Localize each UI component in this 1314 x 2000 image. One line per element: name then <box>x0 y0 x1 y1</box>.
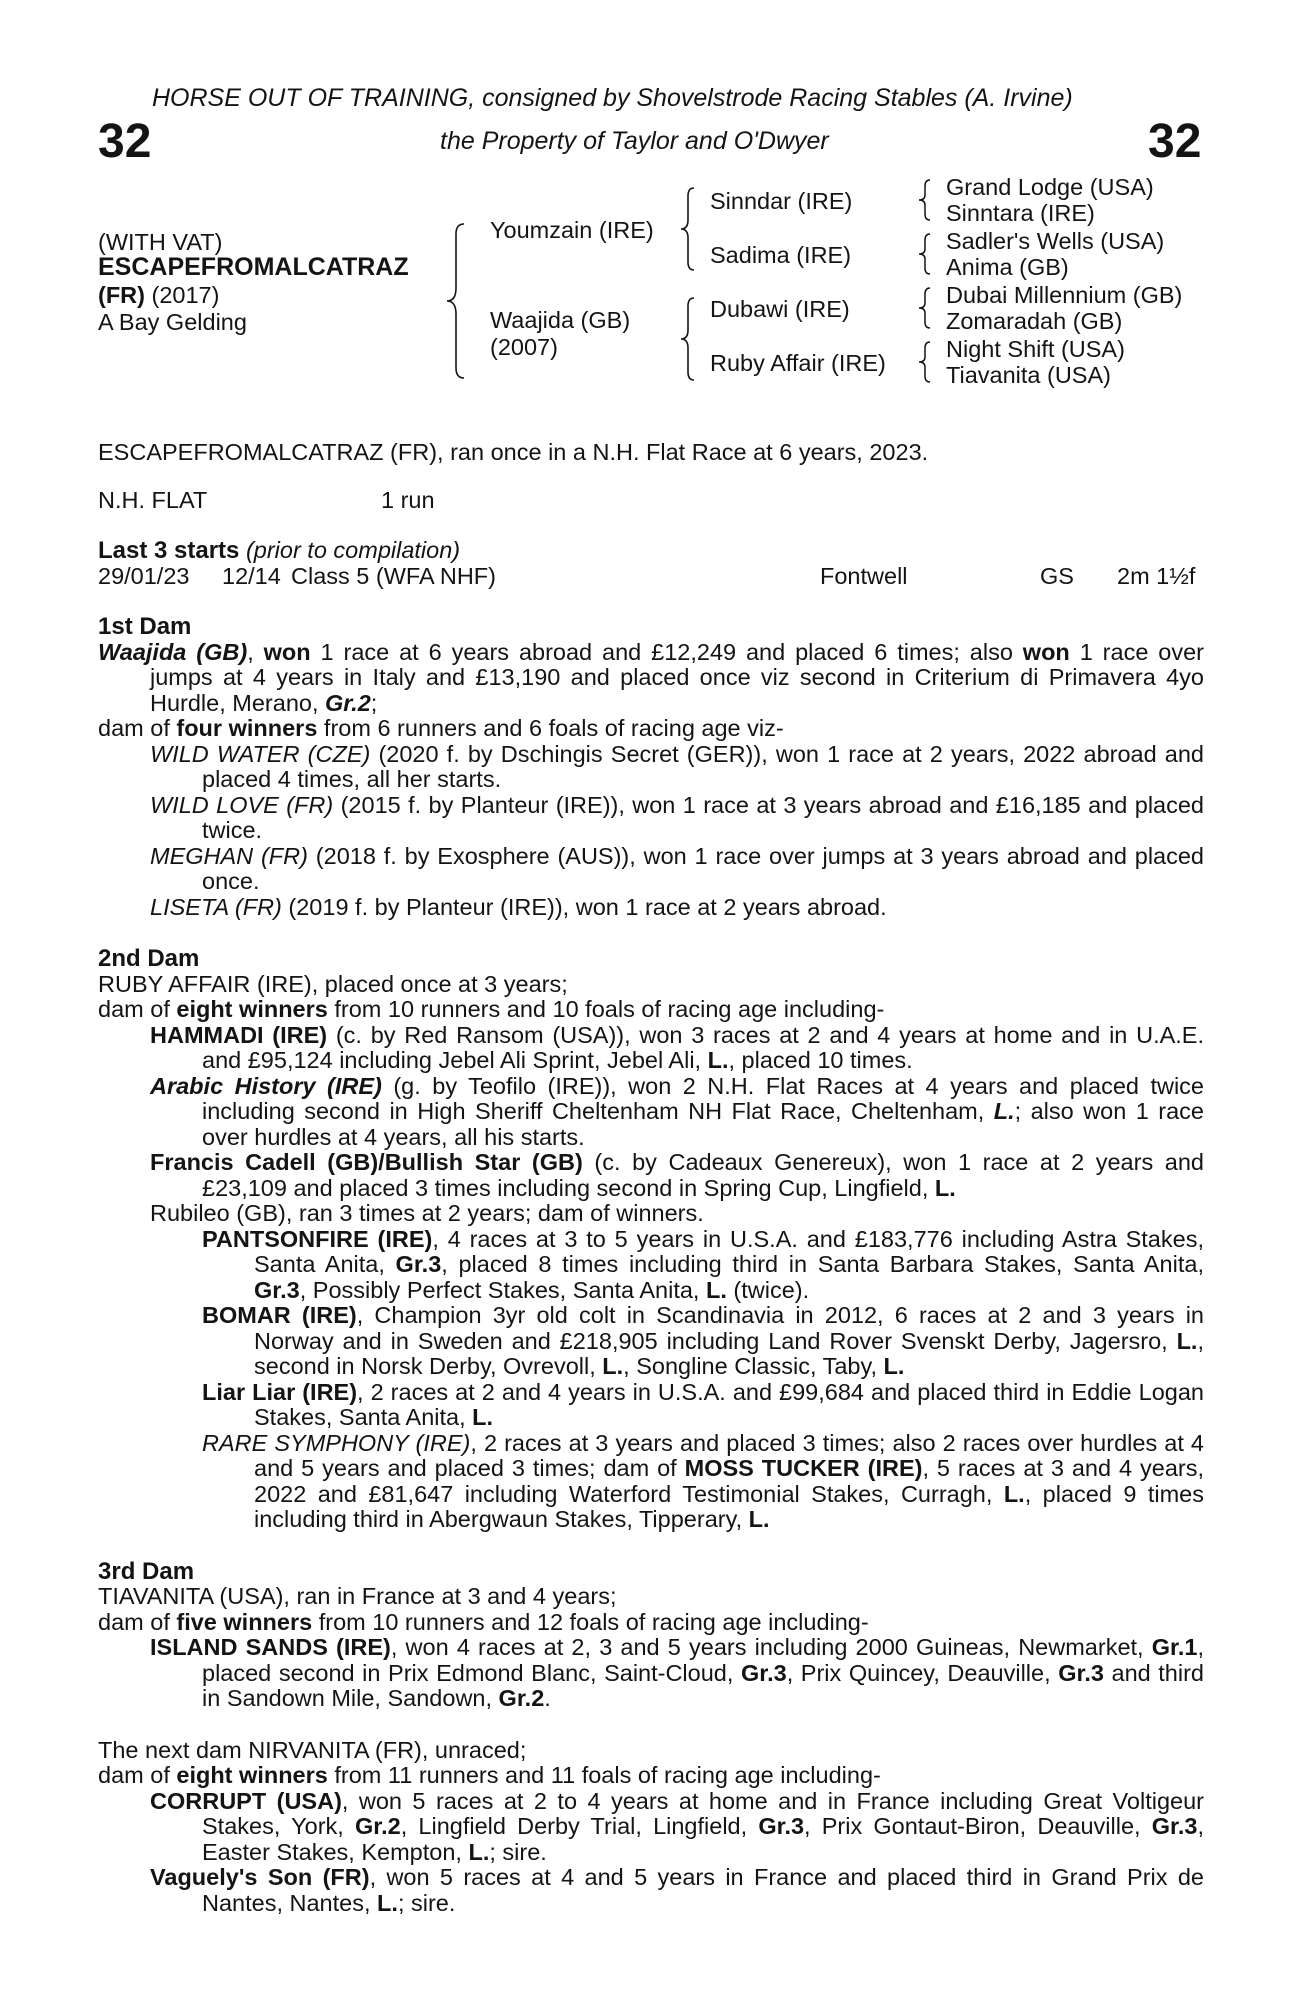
grade-badge: Gr.2 <box>354 1813 401 1839</box>
grade-badge: Gr.1 <box>1151 1634 1198 1660</box>
grade-badge: Gr.3 <box>395 1251 442 1277</box>
second-dam-produce-line <box>98 997 1204 1023</box>
record-type: N.H. FLAT <box>98 487 208 513</box>
winners-count: eight winners <box>176 996 328 1022</box>
progeny-name: LISETA (FR) <box>150 893 282 920</box>
text: dam of <box>98 996 177 1022</box>
dam-year: (2007) <box>490 334 558 360</box>
text: , Possibly Perfect Stakes, Santa Anita, <box>299 1276 706 1303</box>
grade-badge: Gr.2 <box>498 1685 545 1711</box>
horse-year: (2017) <box>151 282 220 308</box>
listed-badge: L. <box>705 1276 727 1303</box>
sire-sire: Sinndar (IRE) <box>710 188 853 214</box>
vat-note: (WITH VAT) <box>98 229 223 255</box>
first-dam-heading: 1st Dam <box>98 613 192 640</box>
start-course: Fontwell <box>820 563 908 589</box>
text: , won 5 races at 2 to 4 years at home and in France including Great Voltigeur Stakes, York, <box>202 1787 1204 1839</box>
property-line: the Property of Taylor and O'Dwyer <box>440 127 829 155</box>
consignor-line: HORSE OUT OF TRAINING, consigned by Shovelstrode Racing Stables (A. Irvine) <box>152 84 1073 112</box>
third-dam-produce-line <box>98 1610 1204 1636</box>
text: , 2 races at 3 years and placed 3 times; also 2 races over hurdles at 4 and 5 years and placed 3 times; dam of <box>254 1429 1205 1481</box>
spacer <box>98 1712 1204 1738</box>
text: (twice). <box>726 1276 810 1303</box>
progeny-item <box>150 1023 1204 1074</box>
text: from 10 runners and 12 foals of racing age including- <box>312 1608 869 1635</box>
progeny-name: Liar Liar (IRE) <box>202 1378 358 1405</box>
progeny-name: Francis Cadell (GB)/Bullish Star (GB) <box>150 1149 583 1175</box>
progeny-item: Rubileo (GB), ran 3 times at 2 years; dam of winners. <box>150 1200 704 1226</box>
progeny-item <box>202 1431 1204 1533</box>
progeny-name: MOSS TUCKER (IRE) <box>684 1455 923 1481</box>
progeny-item <box>150 1074 1204 1151</box>
lot-number-left: 32 <box>98 115 152 168</box>
text: 1 race at 6 years abroad and £12,249 and placed 6 times; also <box>310 638 1023 665</box>
text: (c. by Red Ransom (USA)), won 3 races at 2 and 4 years at home and in U.A.E. and £95,124 including Jebel Ali Sprint, Jebel Ali, <box>202 1021 1204 1073</box>
text: ; sire. <box>397 1889 456 1916</box>
text: dam of <box>98 715 177 741</box>
progeny-item <box>150 793 1204 844</box>
horse-name: ESCAPEFROMALCATRAZ <box>98 253 409 281</box>
progeny-name: HAMMADI (IRE) <box>150 1021 328 1048</box>
listed-badge: L. <box>1176 1327 1198 1354</box>
dam-sire: Dubawi (IRE) <box>710 296 850 322</box>
start-going: GS <box>1040 563 1074 589</box>
horse-origin-year <box>98 282 219 309</box>
progeny-item <box>150 844 1204 895</box>
text: , Songline Classic, Taby, <box>623 1353 884 1379</box>
third-dam-heading: 3rd Dam <box>98 1557 195 1585</box>
text: , 4 races at 3 to 5 years in U.S.A. and £183,776 including Astra Stakes, Santa Anita, <box>254 1225 1204 1277</box>
progeny-name: WILD LOVE (FR) <box>150 791 334 818</box>
dam-dam: Ruby Affair (IRE) <box>710 350 886 376</box>
text: and third in Sandown Mile, Sandown, <box>202 1659 1204 1711</box>
text: , 2 races at 2 and 4 years in U.S.A. and £99,684 and placed third in Eddie Logan Stakes, Santa Anita, <box>254 1378 1204 1430</box>
winners-count: four winners <box>176 715 318 741</box>
grade-badge: Gr.3 <box>1058 1659 1104 1686</box>
grade-badge: Gr.3 <box>758 1813 805 1839</box>
progeny-name: CORRUPT (USA) <box>150 1787 342 1814</box>
sire-brace <box>678 186 698 272</box>
horse-description: A Bay Gelding <box>98 309 247 335</box>
start-distance: 2m 1½f <box>1117 563 1196 589</box>
sire: Youmzain (IRE) <box>490 217 654 243</box>
text: (2020 f. by Dschingis Secret (GER)), won 1 race at 2 years, 2022 abroad and placed 4 times, all her starts. <box>202 740 1204 792</box>
text: from 6 runners and 6 foals of racing age viz- <box>317 715 784 741</box>
listed-badge: L. <box>707 1047 729 1073</box>
progeny-item <box>150 1635 1204 1712</box>
text: from 11 runners and 11 foals of racing age including- <box>327 1762 881 1788</box>
spacer <box>98 1533 1204 1559</box>
grade-badge: Gr.3 <box>740 1659 787 1686</box>
grade-badge: Gr.3 <box>1151 1813 1198 1839</box>
gen4-5: Dubai Millennium (GB) <box>946 282 1183 308</box>
start-class: Class 5 (WFA NHF) <box>291 563 496 589</box>
text: , Champion 3yr old colt in Scandinavia in 2012, 6 races at 2 and 3 years in Norway and in Sweden and £218,905 including Land Rover Svenskt Derby, Jagersro, <box>254 1302 1205 1354</box>
gen4-1: Grand Lodge (USA) <box>946 174 1154 200</box>
text: , placed 9 times including third in Abergwaun Stakes, Tipperary, <box>254 1480 1204 1532</box>
last-starts-note: (prior to compilation) <box>245 537 461 563</box>
next-dam-line: The next dam NIRVANITA (FR), unraced; <box>98 1736 527 1763</box>
second-dam-heading: 2nd Dam <box>98 945 200 972</box>
progeny-name: WILD WATER (CZE) <box>150 740 371 767</box>
text: from 10 runners and 10 foals of racing age including- <box>327 996 885 1022</box>
listed-badge: L. <box>883 1353 905 1379</box>
listed-badge: L. <box>468 1838 490 1865</box>
text: dam of <box>98 1762 177 1788</box>
last-starts-title <box>98 537 460 565</box>
listed-badge: L. <box>934 1174 956 1201</box>
progeny-item <box>150 742 1204 793</box>
won-emphasis: won <box>263 638 311 665</box>
progeny-item <box>150 1150 1204 1201</box>
won-emphasis: won <box>1022 638 1070 665</box>
catalogue-body <box>98 614 1204 1916</box>
horse-origin: (FR) <box>98 282 145 308</box>
gen4-8: Tiavanita (USA) <box>946 362 1111 388</box>
text: (c. by Cadeaux Genereux), won 1 race at 2 years and £23,109 and placed 3 times including second in Spring Cup, Lingfield, <box>202 1149 1204 1201</box>
text: 1 race over jumps at 4 years in Italy and £13,190 and placed once viz second in Criterium di Primavera 4yo Hurdle, Merano, <box>150 638 1204 716</box>
progeny-item <box>150 1789 1204 1866</box>
gen4-2: Sinntara (IRE) <box>946 200 1095 226</box>
gen4-3: Sadler's Wells (USA) <box>946 228 1165 254</box>
text: (g. by Teofilo (IRE)), won 2 N.H. Flat Races at 4 years and placed twice including second in High Sheriff Cheltenham NH Flat Race, Cheltenham, <box>202 1072 1204 1124</box>
start-date: 29/01/23 <box>98 563 190 589</box>
text: , placed 8 times including third in Santa Barbara Stakes, Santa Anita, <box>441 1251 1204 1277</box>
grade-badge: Gr.2 <box>325 689 371 716</box>
progeny-item <box>202 1303 1204 1380</box>
progeny-name: PANTSONFIRE (IRE) <box>202 1225 433 1252</box>
text: , Lingfield Derby Trial, Lingfield, <box>400 1813 759 1839</box>
record-runs: 1 run <box>381 487 435 513</box>
text: , won 4 races at 2, 3 and 5 years including 2000 Guineas, Newmarket, <box>390 1634 1152 1660</box>
winners-count: five winners <box>176 1608 313 1635</box>
third-dam-line: TIAVANITA (USA), ran in France at 3 and 4 years; <box>98 1583 617 1609</box>
first-dam-record <box>98 640 1204 717</box>
text: dam of <box>98 1608 177 1635</box>
main-brace <box>444 222 468 380</box>
spacer <box>98 920 1204 946</box>
text: (2019 f. by Planteur (IRE)), won 1 race at 2 years abroad. <box>281 893 887 920</box>
text: ; also won 1 race over hurdles at 4 years, all his starts. <box>202 1098 1204 1150</box>
text: ; sire. <box>489 1838 547 1865</box>
gen4-7: Night Shift (USA) <box>946 336 1125 362</box>
text: . <box>544 1685 551 1711</box>
text: , Prix Quincey, Deauville, <box>786 1659 1059 1686</box>
progeny-name: Arabic History (IRE) <box>150 1072 382 1099</box>
text: , Easter Stakes, Kempton, <box>202 1813 1205 1865</box>
text: , Prix Gontaut-Biron, Deauville, <box>804 1813 1152 1839</box>
progeny-item <box>202 1227 1204 1304</box>
text: , placed 10 times. <box>728 1047 913 1073</box>
text: , won 5 races at 4 and 5 years in France and placed third in Grand Prix de Nantes, Nantes, <box>202 1864 1204 1916</box>
gen4-4: Anima (GB) <box>946 254 1069 280</box>
progeny-name: Vaguely's Son (FR) <box>150 1864 370 1890</box>
listed-badge: L. <box>993 1098 1015 1124</box>
listed-badge: L. <box>377 1889 398 1916</box>
progeny-name: BOMAR (IRE) <box>202 1302 357 1328</box>
winners-count: eight winners <box>176 1762 328 1788</box>
text: , <box>247 638 264 665</box>
progeny-item <box>150 1865 1204 1916</box>
text: , 5 races at 3 and 4 years, 2022 and £81,647 including Waterford Testimonial Stakes, Curragh, <box>254 1455 1204 1507</box>
first-dam-name: Waajida (GB) <box>98 638 248 665</box>
dam: Waajida (GB) <box>490 307 631 333</box>
progeny-name: RARE SYMPHONY (IRE) <box>202 1429 471 1456</box>
next-dam-produce-line <box>98 1763 1204 1789</box>
lot-number-right: 32 <box>1148 115 1202 168</box>
grade-badge: Gr.3 <box>254 1276 300 1303</box>
text: , placed second in Prix Edmond Blanc, Saint-Cloud, <box>202 1634 1204 1686</box>
text: (2015 f. by Planteur (IRE)), won 1 race at 3 years abroad and £16,185 and placed twice. <box>202 791 1204 843</box>
sire-dam: Sadima (IRE) <box>710 242 852 268</box>
listed-badge: L. <box>602 1353 624 1379</box>
progeny-name: ISLAND SANDS (IRE) <box>150 1634 391 1660</box>
listed-badge: L. <box>1003 1480 1025 1507</box>
text: , second in Norsk Derby, Ovrevoll, <box>254 1327 1204 1379</box>
dam-brace <box>678 296 698 382</box>
fourth-gen-braces <box>916 178 936 394</box>
last-starts-heading: Last 3 starts <box>98 537 240 564</box>
progeny-name: MEGHAN (FR) <box>150 842 308 869</box>
start-position: 12/14 <box>222 563 281 589</box>
listed-badge: L. <box>472 1404 494 1430</box>
race-summary: ESCAPEFROMALCATRAZ (FR), ran once in a N.H. Flat Race at 6 years, 2023. <box>98 439 929 465</box>
second-dam-line: RUBY AFFAIR (IRE), placed once at 3 years; <box>98 970 568 997</box>
progeny-item <box>150 895 1204 921</box>
first-dam-produce-line <box>98 716 1204 742</box>
listed-badge: L. <box>748 1506 770 1532</box>
gen4-6: Zomaradah (GB) <box>946 308 1123 334</box>
progeny-item <box>202 1380 1204 1431</box>
text: (2018 f. by Exosphere (AUS)), won 1 race over jumps at 3 years abroad and placed once. <box>202 842 1205 894</box>
text: ; <box>370 689 378 716</box>
